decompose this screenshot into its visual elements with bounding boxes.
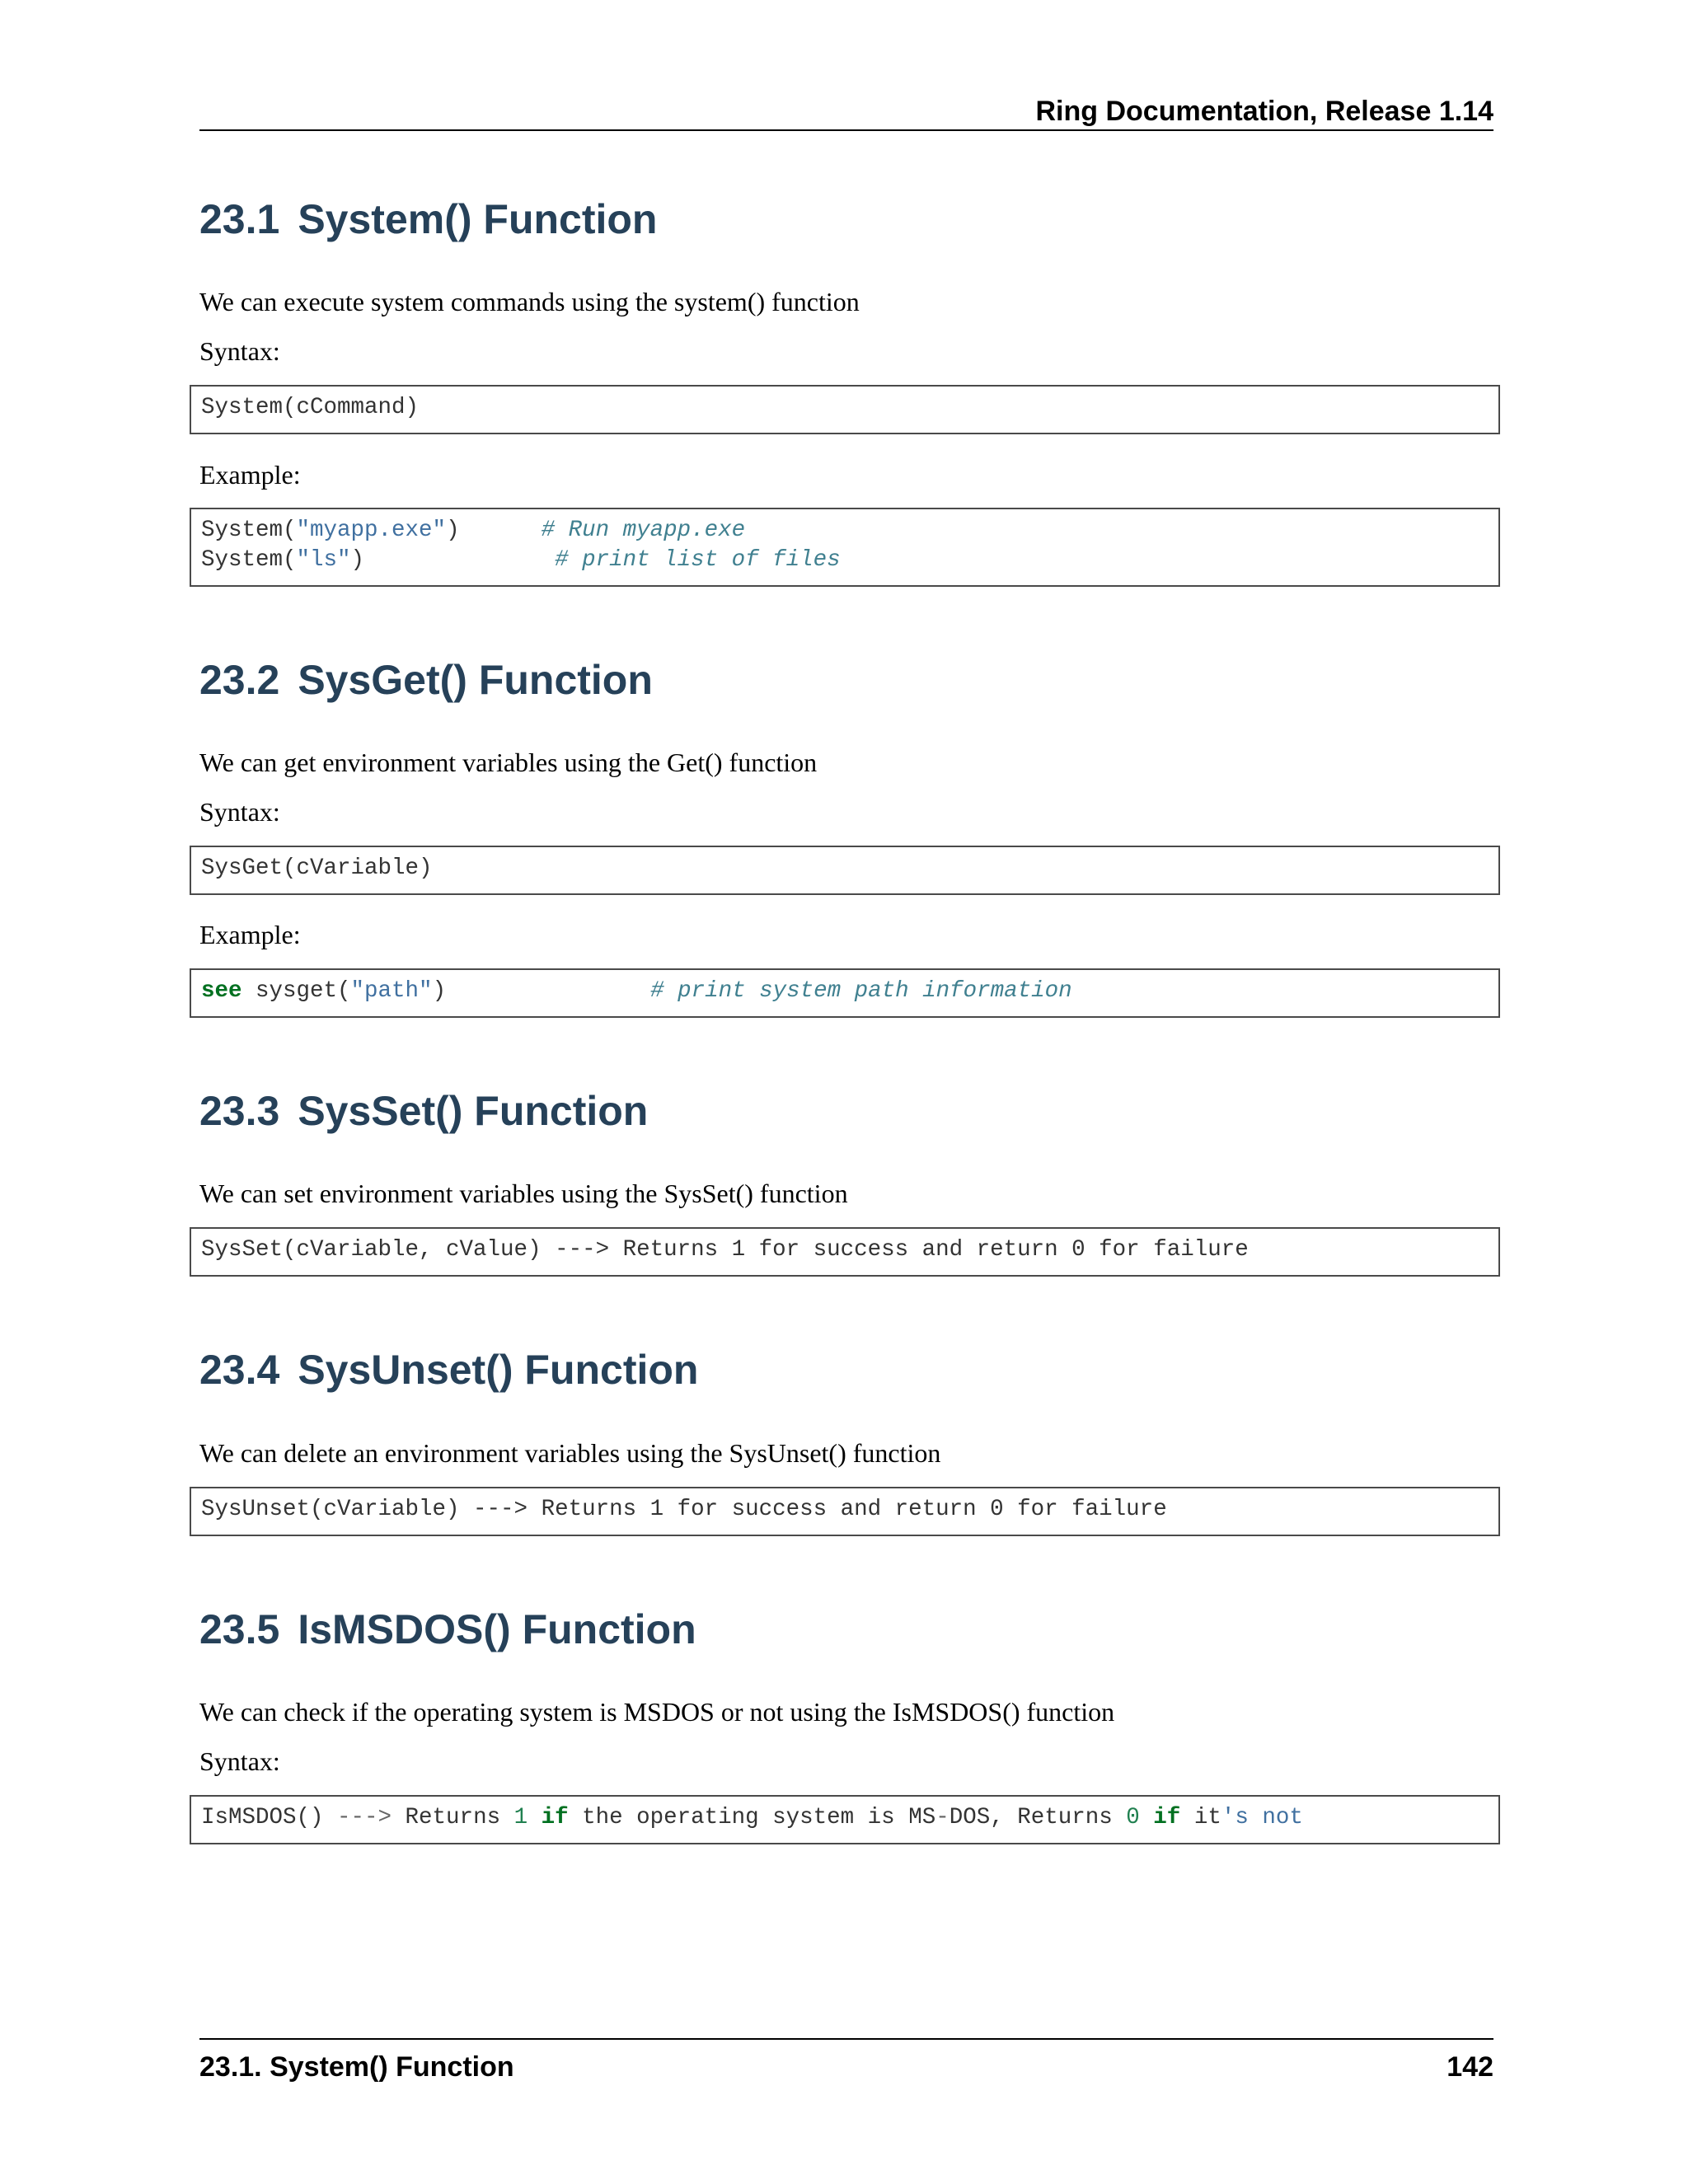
code-line: SysUnset(cVariable) ---> Returns 1 for success and return 0 for failure bbox=[201, 1497, 1167, 1522]
code-operator: ---> bbox=[337, 1805, 392, 1830]
code-line bbox=[201, 1803, 1489, 1833]
code-comment: # print list of files bbox=[555, 547, 841, 573]
code-line: SysSet(cVariable, cValue) ---> Returns 1 for success and return 0 for failure bbox=[201, 1237, 1249, 1263]
code-space bbox=[1140, 1805, 1154, 1830]
section-description: We can check if the operating system is MSDOS or not using the IsMSDOS() function bbox=[199, 1697, 1115, 1727]
section-title: SysSet() Function bbox=[298, 1088, 649, 1134]
code-fn: sysget( bbox=[241, 978, 351, 1004]
section-title: IsMSDOS() Function bbox=[298, 1606, 696, 1652]
code-space bbox=[528, 1805, 542, 1830]
code-fn: ) bbox=[350, 547, 365, 573]
code-keyword: if bbox=[541, 1805, 569, 1830]
code-text: the operating system is MS bbox=[568, 1805, 936, 1830]
code-text: DOS, Returns bbox=[949, 1805, 1127, 1830]
syntax-label: Syntax: bbox=[199, 1746, 280, 1776]
section-heading-ismsdos bbox=[199, 1603, 696, 1656]
section-number: 23.3 bbox=[199, 1088, 280, 1134]
code-string: "myapp.exe" bbox=[296, 518, 447, 543]
code-fn: System( bbox=[201, 547, 297, 573]
section-title: SysGet() Function bbox=[298, 657, 653, 703]
section-heading-sysget bbox=[199, 654, 653, 706]
section-number: 23.4 bbox=[199, 1347, 280, 1393]
header-rule bbox=[199, 129, 1493, 131]
example-label: Example: bbox=[199, 460, 301, 490]
section-heading-sysunset bbox=[199, 1343, 698, 1396]
code-line bbox=[201, 977, 1489, 1006]
code-keyword: if bbox=[1153, 1805, 1181, 1830]
code-block-syntax-ismsdos bbox=[190, 1795, 1500, 1844]
code-string: "ls" bbox=[296, 547, 351, 573]
running-footer bbox=[199, 2046, 1493, 2088]
code-string: 's not bbox=[1221, 1805, 1303, 1830]
section-description: We can delete an environment variables using the SysUnset() function bbox=[199, 1438, 941, 1468]
syntax-label: Syntax: bbox=[199, 336, 280, 366]
section-title: SysUnset() Function bbox=[298, 1347, 699, 1393]
code-line: SysGet(cVariable) bbox=[201, 855, 433, 881]
code-block-example-sysget bbox=[190, 968, 1500, 1018]
code-fn: ) bbox=[446, 518, 460, 543]
code-string: "path" bbox=[350, 978, 433, 1004]
section-description: We can set environment variables using the SysSet() function bbox=[199, 1179, 848, 1208]
section-heading-system bbox=[199, 193, 657, 246]
section-heading-sysset bbox=[199, 1085, 648, 1137]
code-number: 1 bbox=[513, 1805, 528, 1830]
section-number: 23.5 bbox=[199, 1606, 280, 1652]
footer-rule bbox=[199, 2038, 1493, 2040]
code-fn: System( bbox=[201, 518, 297, 543]
code-fn: ) bbox=[432, 978, 447, 1004]
running-header: Ring Documentation, Release 1.14 bbox=[1035, 96, 1493, 127]
section-description: We can execute system commands using the system() function bbox=[199, 287, 860, 316]
code-comment: # Run myapp.exe bbox=[541, 518, 746, 543]
code-text: it bbox=[1180, 1805, 1221, 1830]
code-line: System(cCommand) bbox=[201, 395, 420, 420]
code-block-sysset bbox=[190, 1227, 1500, 1277]
code-block-syntax-sysget bbox=[190, 846, 1500, 895]
code-block-example-system bbox=[190, 508, 1500, 587]
footer-section-title: 23.1. System() Function bbox=[199, 2051, 514, 2083]
code-operator: - bbox=[935, 1805, 950, 1830]
section-number: 23.1 bbox=[199, 196, 280, 242]
code-line bbox=[201, 516, 1489, 546]
code-keyword: see bbox=[201, 978, 242, 1004]
syntax-label: Syntax: bbox=[199, 797, 280, 827]
section-title: System() Function bbox=[298, 196, 658, 242]
code-fn: IsMSDOS() bbox=[201, 1805, 338, 1830]
code-block-syntax-system bbox=[190, 385, 1500, 434]
page-number: 142 bbox=[1447, 2051, 1493, 2083]
example-label: Example: bbox=[199, 920, 301, 949]
code-number: 0 bbox=[1126, 1805, 1140, 1830]
section-number: 23.2 bbox=[199, 657, 280, 703]
section-description: We can get environment variables using the Get() function bbox=[199, 748, 818, 777]
code-text: Returns bbox=[392, 1805, 514, 1830]
code-block-sysunset bbox=[190, 1487, 1500, 1536]
code-comment: # print system path information bbox=[650, 978, 1072, 1004]
code-line bbox=[201, 546, 1489, 575]
